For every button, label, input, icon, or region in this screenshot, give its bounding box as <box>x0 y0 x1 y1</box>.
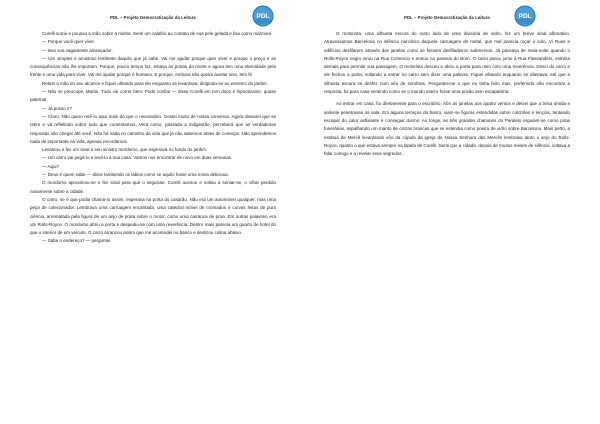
paragraph: — Isso soa vagamente ameaçador. <box>42 47 113 53</box>
pdl-logo-icon <box>252 5 274 27</box>
paragraph: — Sabe o endereço? — perguntei. <box>42 238 112 244</box>
paragraph: — Deus é quem sabe — disse lambendo os lábios como se aquilo fosse uma ironia deliciosa. <box>42 172 229 178</box>
page-header <box>30 0 276 30</box>
paragraph: — Porque você quer viver. <box>42 39 96 45</box>
page-header <box>324 0 570 30</box>
pdl-logo-icon <box>514 5 536 27</box>
paragraph: — Aqui? <box>42 163 60 169</box>
paragraph: Levantou e fez um sinal a seu sinistro mordomo, que esperava no fundo do jardim. <box>42 147 208 153</box>
paragraph: — Um simples e amistoso lembrete daquilo que já sabe. Vai me ajudar porque quer viver e porque o preço e as consequências não lhe importam. Porque, pouco tempo faz, estava às portas da morte e agora tem uma eternidade pela frente e uma vida para viver. Vai me ajudar porque é humano. E porque, embora não queira aceitar isso, tem fé. <box>30 55 276 78</box>
logo-text: PDL <box>256 13 270 21</box>
header-title: PDL – Projeto Democratização da Leitura <box>404 15 490 20</box>
paragraph: — Um carro vai pegá-lo e levá-lo à sua casa. Vamos nos encontrar de novo em duas semanas. <box>42 155 233 161</box>
paragraph: Corelli sorriu e pousou a mão sobre a minha. Senti um calafrio ao contato de sua pele gelada e lisa como mármore. <box>42 31 273 36</box>
logo-text: PDL <box>518 13 532 21</box>
paragraph: — Não se preocupe, Martin. Tudo vai correr bem. Pode confiar — disse Corelli em tom doce e hipnotizante, quase paternal. <box>30 89 276 103</box>
header-title: PDL – Projeto Democratização da Leitura <box>110 15 196 20</box>
paragraph: O carro, se é que podia chamá-lo assim, esperava na porta do casarão. Não era um automóvel qualquer, mas uma peça de colecionador. Lembrava uma carruagem encantada, uma catedral móvel de cromados e curvas feitas de pura ciência, arrematada pela figura de um anjo de prata sobre o motor, como uma carranca de proa. Em outras palavras, era um Rolls-Royce. O mordomo abriu a porta e despediu-se com uma reverência. Dentro mais parecia um quarto de hotel do que o interior de um veículo. O carro arrancou assim que me acomodei no banco e deslizou colina abaixo. <box>30 196 276 236</box>
paragraph: O mordomo aproximou-se e fez sinal para que o seguisse. Corelli acenou e voltou a sentar-se, o olhar perdido novamente sobre a cidade. <box>30 180 276 194</box>
right-page-text <box>324 30 570 158</box>
left-page-text <box>30 30 276 246</box>
paragraph: Retirei a mão do seu alcance e fiquei olhando para ele enquanto se levantava, dirigindo-se ao extremo do jardim. <box>42 80 268 86</box>
paragraph: — Já posso ir? <box>42 105 73 111</box>
right-page <box>300 0 600 424</box>
paragraph: Ao entrar em casa, fui diretamente para o escritório. Abri as janelas aos quatro ventos e deixei que a brisa úmida e ardente penetrasse na sala. Em alguns terraços do bairro, viam-se figuras estendidas sobre colchões e lençóis, tentando escapar do calor asfixiante e conseguir dormir. Ao longe, as três grandes chaminés do Paralelo erguiam-se como piras funerárias, espalhando um manto de cinzas brancas que se estendia como poeira de vidro sobre Barcelona. Mais perto, a estátua de Mercê levantando vôo da cúpula da igreja de Nossa Senhora das Mercês lembrava tanto o anjo do Rolls-Royce, quanto o que estava sempre na lapela de Corelli. Senti que a cidade, depois de muitos meses de silêncio, voltava a falar comigo e a revelar seus segredos. <box>324 101 570 157</box>
paragraph: O motorista, uma silhueta escura do outro lado de uma divisória de vidro, fez um breve sinal afirmativo. Atravessamos Barcelona no silêncio narcótico daquela carruagem de metal, que mal parecia roçar o solo. Vi Ruas e edifícios desfilarem através das janelas como se fossem desfiladeiros submersos. Já passava de meia-noite quando o Rolls-Royce negro virou na Rua Comercio e entrou no passeio do Born. O carro parou junto à Rua Flassanders, estreita demais para permitir sua passagem. O motorista desceu e abriu a porta para mim com uma reverência. Desci do carro e ele fechou a porta, voltando a entrar no carro sem dizer uma palavra. Fiquei olhando enquanto se afastava, até que a silhueta escura se desfez num véu de sombras. Perguntei-me o que eu tinha feito mas, preferindo não encontrar a resposta, fui para casa sentindo como se o mundo inteiro fosse uma prisão sem escapatória. <box>324 31 570 95</box>
paragraph: — Claro. Não quero retê-lo aqui mais do que o necessário. Gostei muito de nossa conversa. Agora deixarei que se retire e vá refletindo sobre tudo que comentamos. Verá como, passada a indigestão, perceberá que as verdadeiras respostas vão chegar até você. Não há nada no caminho da vida que já não sabemos antes de começar. Não aprendemos nada de importante na vida, apenas recordamos. <box>30 113 276 144</box>
